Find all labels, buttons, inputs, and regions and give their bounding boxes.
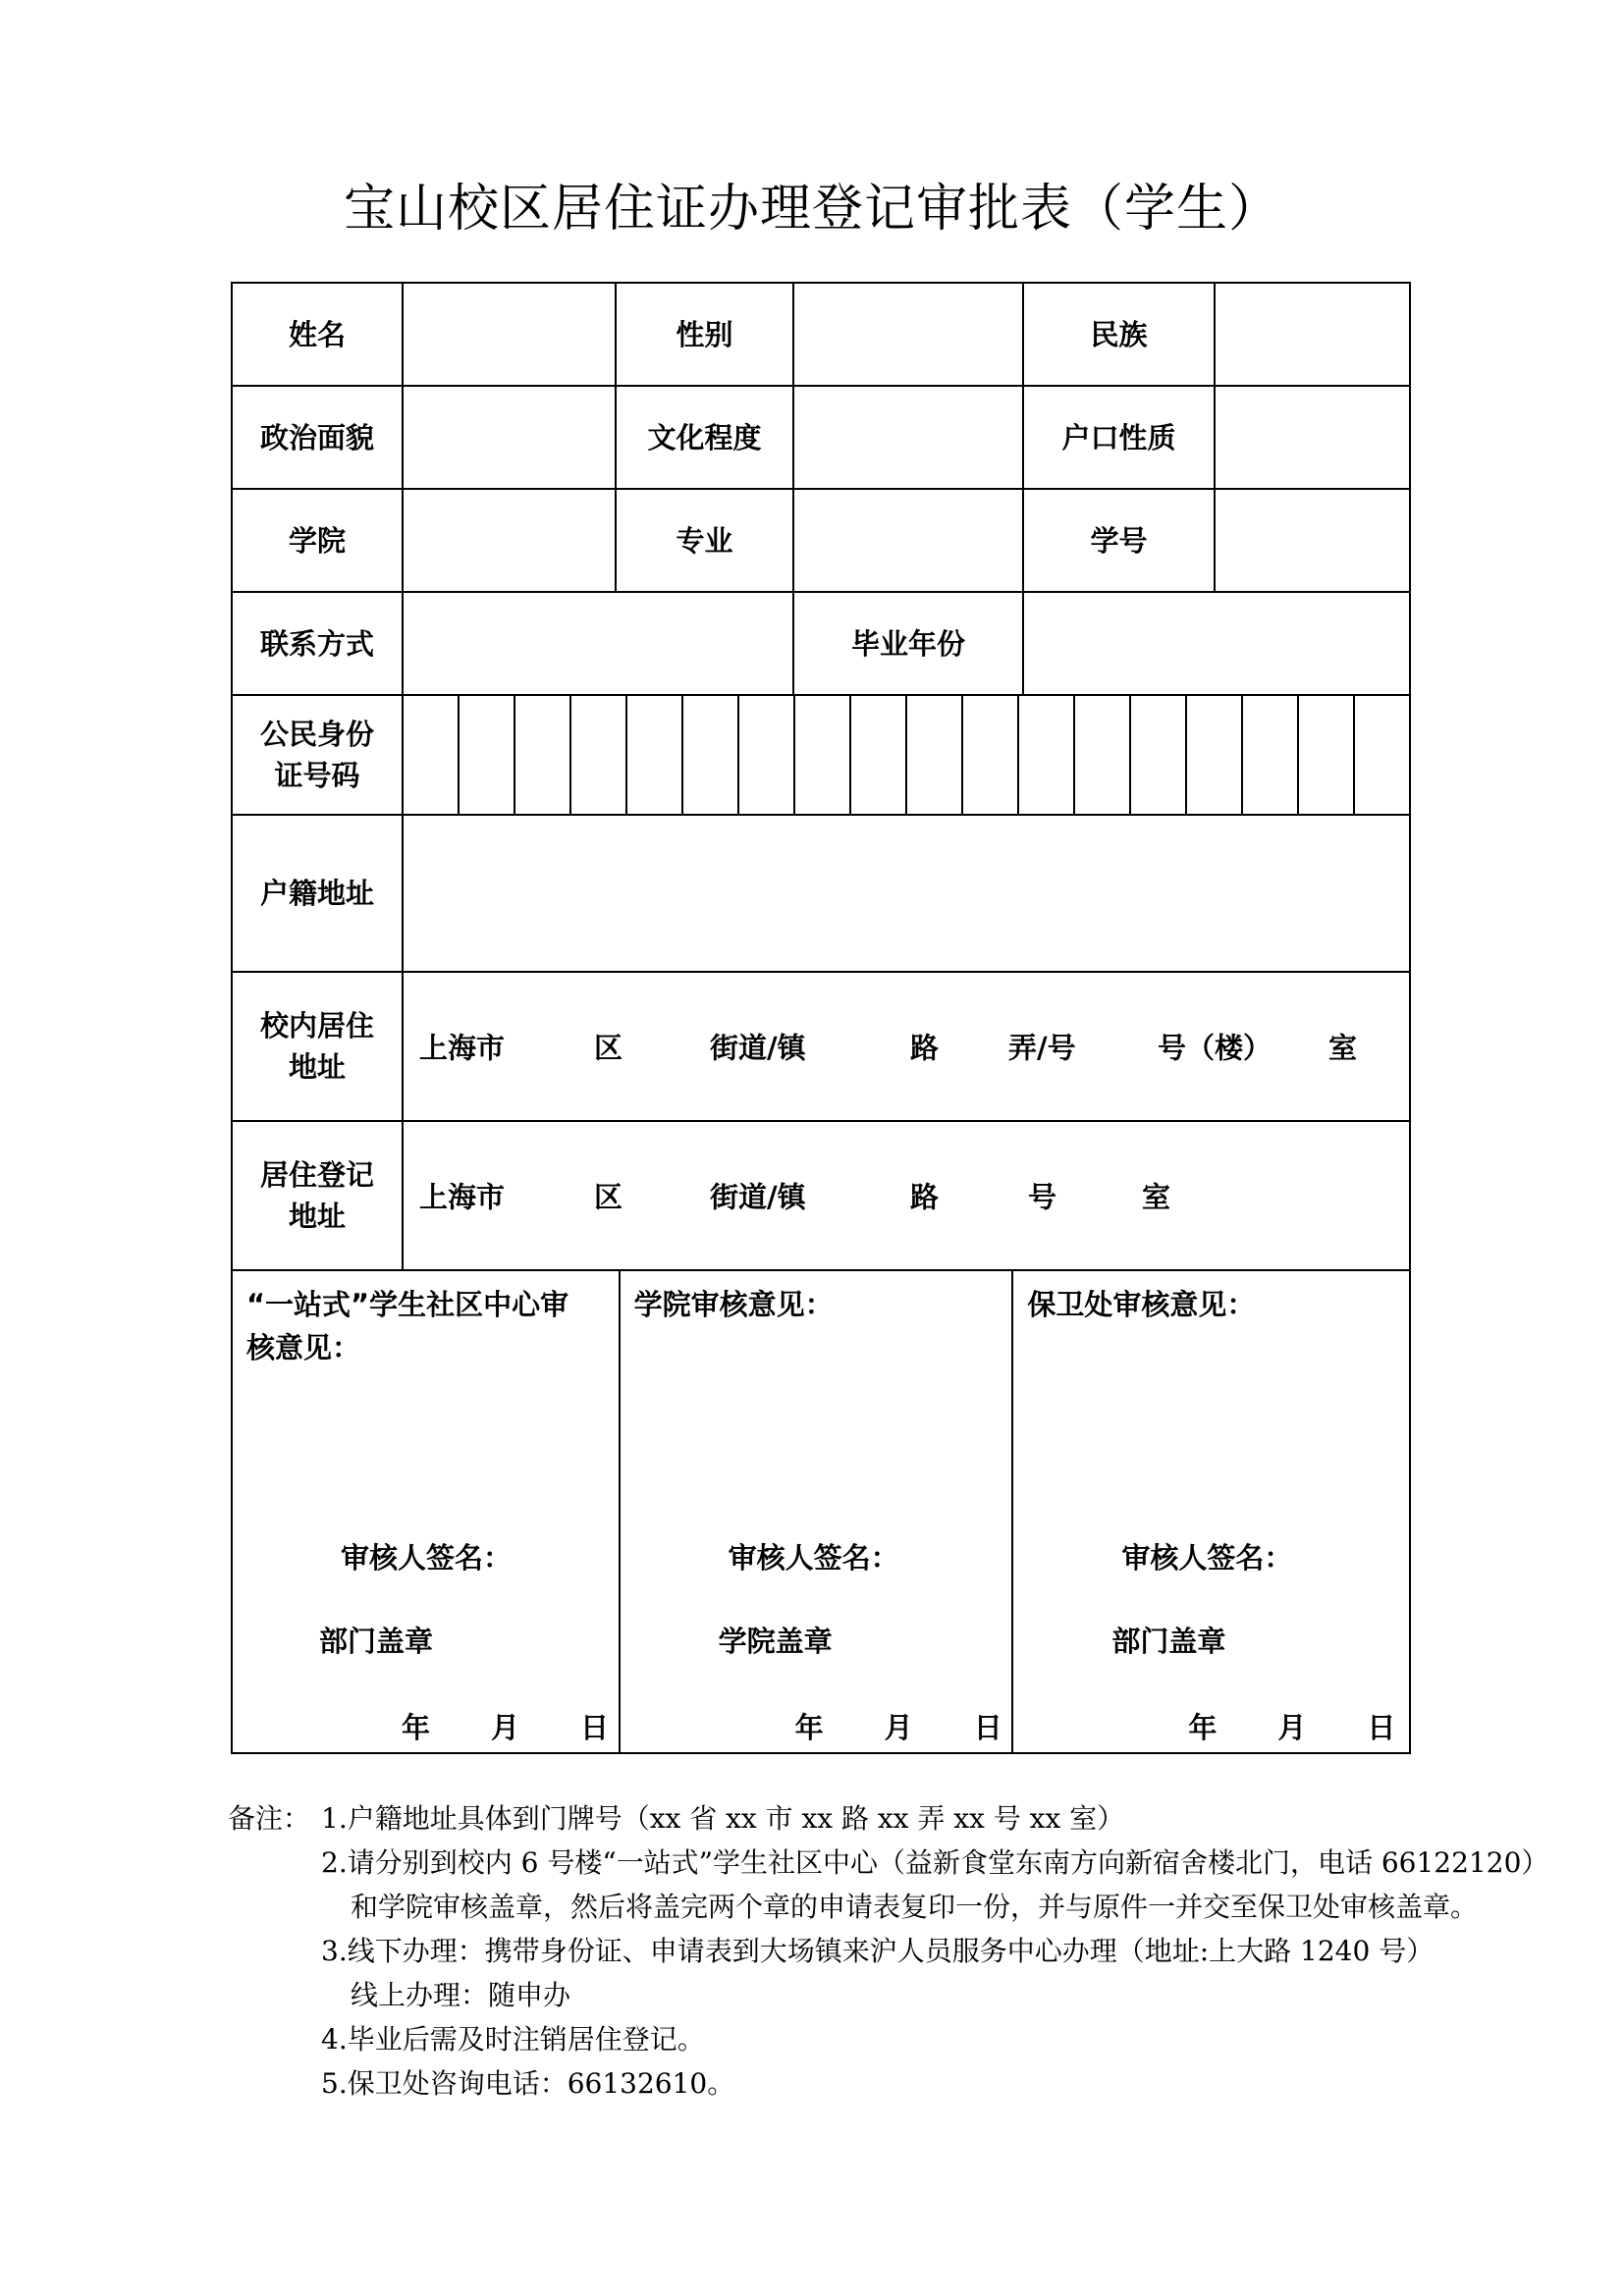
label-contact: 联系方式	[232, 592, 403, 695]
field-hukou-address[interactable]	[403, 815, 1410, 972]
id-digit-box[interactable]	[569, 696, 625, 814]
field-major[interactable]	[793, 489, 1023, 592]
review-section	[232, 1270, 1410, 1753]
field-ethnicity[interactable]	[1215, 283, 1410, 386]
id-digit-box[interactable]	[458, 696, 514, 814]
label-graduation-year: 毕业年份	[793, 592, 1023, 695]
date-year: 年	[794, 1711, 824, 1744]
label-hukou-type: 户口性质	[1023, 386, 1215, 489]
reviewer-signature-label: 审核人签名：	[341, 1541, 513, 1575]
label-id-number: 公民身份证号码	[232, 695, 403, 815]
field-graduation-year[interactable]	[1023, 592, 1410, 695]
label-gender: 性别	[616, 283, 793, 386]
addr-lane: 弄/号	[1008, 1031, 1076, 1065]
id-digit-box[interactable]	[1017, 696, 1073, 814]
id-digit-box[interactable]	[625, 696, 681, 814]
field-registered-address[interactable]	[403, 1121, 1410, 1270]
id-digit-box[interactable]	[1073, 696, 1129, 814]
id-digit-boxes	[404, 696, 1409, 814]
date-day: 日	[1367, 1711, 1396, 1744]
id-digit-box[interactable]	[1353, 696, 1409, 814]
field-college[interactable]	[403, 489, 616, 592]
field-student-id[interactable]	[1215, 489, 1410, 592]
page-title: 宝山校区居住证办理登记审批表（学生）	[343, 180, 1280, 239]
date-label	[1188, 1706, 1395, 1746]
reg-addr-district: 区	[594, 1180, 623, 1214]
id-digit-box[interactable]	[1241, 696, 1297, 814]
field-id-number[interactable]	[403, 695, 1410, 815]
note-3: 3.线下办理：携带身份证、申请表到大场镇来沪人员服务中心办理（地址:上大路 1240 号）	[321, 1935, 1435, 1967]
reg-addr-street: 街道/镇	[710, 1180, 806, 1214]
reg-addr-room: 室	[1142, 1180, 1171, 1214]
addr-room: 室	[1328, 1031, 1358, 1065]
reviewer-signature-label: 审核人签名：	[1121, 1541, 1293, 1575]
id-digit-box[interactable]	[1185, 696, 1241, 814]
note-5: 5.保卫处咨询电话：66132610。	[321, 2067, 735, 2100]
id-digit-box[interactable]	[793, 696, 849, 814]
note-4: 4.毕业后需及时注销居住登记。	[321, 2023, 705, 2056]
id-digit-box[interactable]	[514, 696, 569, 814]
review-security[interactable]	[1012, 1271, 1409, 1752]
label-major: 专业	[616, 489, 793, 592]
registration-form	[231, 282, 1411, 1754]
label-student-id: 学号	[1023, 489, 1215, 592]
field-education[interactable]	[793, 386, 1023, 489]
stamp-label: 学院盖章	[718, 1625, 833, 1658]
label-name: 姓名	[232, 283, 403, 386]
addr-city: 上海市	[419, 1031, 506, 1065]
label-registered-address: 居住登记地址	[232, 1121, 403, 1270]
addr-building: 号（楼）	[1158, 1031, 1272, 1065]
addr-street: 街道/镇	[710, 1031, 806, 1065]
label-political-status: 政治面貌	[232, 386, 403, 489]
date-day: 日	[973, 1711, 1002, 1744]
note-2: 2.请分别到校内 6 号楼“一站式”学生社区中心（益新食堂东南方向新宿舍楼北门，电话 66122120）	[321, 1846, 1549, 1879]
stamp-label: 部门盖章	[319, 1625, 434, 1658]
reviewer-signature-label: 审核人签名：	[728, 1541, 899, 1575]
field-gender[interactable]	[793, 283, 1023, 386]
addr-district: 区	[594, 1031, 623, 1065]
id-digit-box[interactable]	[1297, 696, 1353, 814]
date-label	[402, 1706, 609, 1746]
addr-road: 路	[910, 1031, 940, 1065]
field-contact[interactable]	[403, 592, 793, 695]
id-digit-box[interactable]	[404, 696, 458, 814]
note-2-continued: 和学院审核盖章，然后将盖完两个章的申请表复印一份，并与原件一并交至保卫处审核盖章。	[351, 1891, 1479, 1923]
label-education: 文化程度	[616, 386, 793, 489]
review-college[interactable]	[620, 1271, 1013, 1752]
id-digit-box[interactable]	[681, 696, 737, 814]
review-college-heading: 学院审核意见：	[633, 1288, 834, 1321]
review-community-center-heading: “一站式”学生社区中心审核意见：	[246, 1288, 569, 1364]
date-label	[795, 1706, 1002, 1746]
date-month: 月	[491, 1711, 520, 1744]
date-year: 年	[402, 1711, 431, 1744]
id-digit-box[interactable]	[849, 696, 905, 814]
label-campus-address: 校内居住地址	[232, 972, 403, 1121]
label-hukou-address: 户籍地址	[232, 815, 403, 972]
date-day: 日	[580, 1711, 610, 1744]
field-hukou-type[interactable]	[1215, 386, 1410, 489]
reg-addr-city: 上海市	[419, 1180, 506, 1214]
id-digit-box[interactable]	[905, 696, 961, 814]
label-college: 学院	[232, 489, 403, 592]
label-ethnicity: 民族	[1023, 283, 1215, 386]
field-name[interactable]	[403, 283, 616, 386]
id-digit-box[interactable]	[1129, 696, 1185, 814]
stamp-label: 部门盖章	[1111, 1625, 1226, 1658]
notes	[228, 1796, 1548, 2106]
field-campus-address[interactable]	[403, 972, 1410, 1121]
review-community-center[interactable]	[233, 1271, 620, 1752]
reg-addr-number: 号	[1028, 1180, 1057, 1214]
id-digit-box[interactable]	[961, 696, 1017, 814]
review-security-heading: 保卫处审核意见：	[1027, 1288, 1256, 1321]
date-month: 月	[884, 1711, 913, 1744]
notes-prefix: 备注：	[228, 1802, 311, 1835]
note-3-continued: 线上办理：随申办	[351, 1979, 571, 2011]
field-political-status[interactable]	[403, 386, 616, 489]
date-month: 月	[1277, 1711, 1307, 1744]
reg-addr-road: 路	[910, 1180, 940, 1214]
date-year: 年	[1188, 1711, 1218, 1744]
id-digit-box[interactable]	[737, 696, 793, 814]
note-1: 1.户籍地址具体到门牌号（xx 省 xx 市 xx 路 xx 弄 xx 号 xx 室）	[321, 1802, 1125, 1835]
